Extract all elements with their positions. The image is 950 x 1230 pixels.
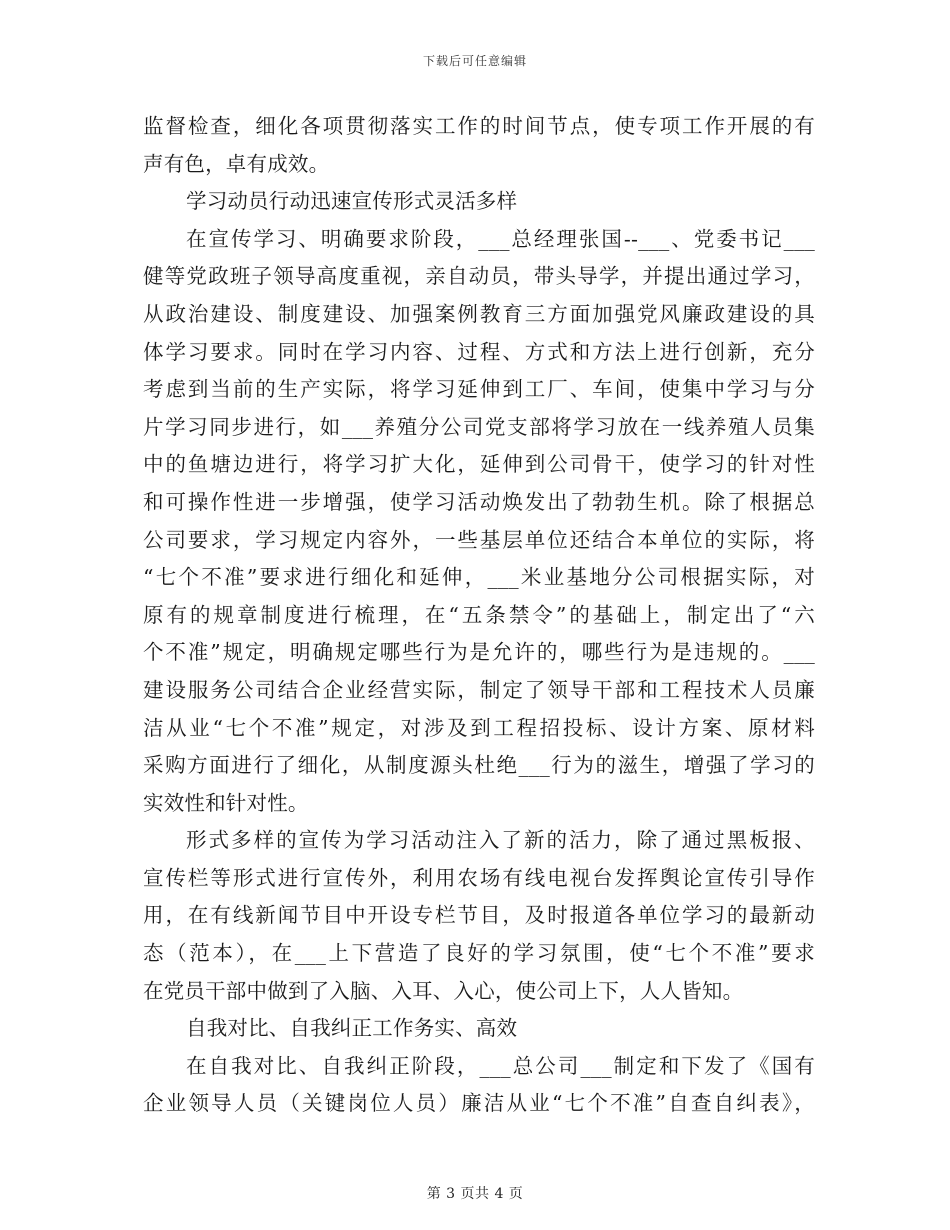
- body-line: 声有色，卓有成效。: [143, 151, 330, 176]
- body-line: 在宣传学习、明确要求阶段，___总经理张国--___、党委书记___: [186, 226, 815, 251]
- body-line: 用，在有线新闻节目中开设专栏节目，及时报道各单位学习的最新动: [143, 903, 815, 928]
- body-line: 监督检查，细化各项贯彻落实工作的时间节点，使专项工作开展的有: [143, 114, 815, 138]
- body-line: 健等党政班子领导高度重视，亲自动员，带头导学，并提出通过学习，: [143, 264, 815, 289]
- body-line: 中的鱼塘边进行，将学习扩大化，延伸到公司骨干，使学习的针对性: [143, 452, 815, 477]
- body-line: 考虑到当前的生产实际，将学习延伸到工厂、车间，使集中学习与分: [143, 377, 815, 402]
- body-line: 公司要求，学习规定内容外，一些基层单位还结合本单位的实际，将: [143, 527, 815, 552]
- body-line: “七个不准”要求进行细化和延伸，___米业基地分公司根据实际，对: [143, 565, 815, 590]
- section-heading: 自我对比、自我纠正工作务实、高效: [186, 1016, 518, 1041]
- body-line: 在党员干部中做到了入脑、入耳、入心，使公司上下，人人皆知。: [143, 978, 744, 1003]
- body-line: 建设服务公司结合企业经营实际，制定了领导干部和工程技术人员廉: [143, 677, 815, 702]
- body-line: 态（范本），在___上下营造了良好的学习氛围，使“七个不准”要求: [143, 941, 815, 966]
- body-line: 体学习要求。同时在学习内容、过程、方式和方法上进行创新，充分: [143, 339, 815, 364]
- body-line: 实效性和针对性。: [143, 790, 309, 815]
- section-heading: 学习动员行动迅速宣传形式灵活多样: [186, 189, 518, 214]
- page-header: 下载后可任意编辑: [422, 54, 527, 68]
- body-line: 宣传栏等形式进行宣传外，利用农场有线电视台发挥舆论宣传引导作: [143, 865, 815, 890]
- body-line: 和可操作性进一步增强，使学习活动焕发出了勃勃生机。除了根据总: [143, 489, 815, 514]
- body-line: 从政治建设、制度建设、加强案例教育三方面加强党风廉政建设的具: [143, 301, 815, 326]
- body-line: 采购方面进行了细化，从制度源头杜绝___行为的滋生，增强了学习的: [143, 753, 815, 778]
- body-line: 形式多样的宣传为学习活动注入了新的活力，除了通过黑板报、: [186, 828, 815, 853]
- body-line: 原有的规章制度进行梳理，在“五条禁令”的基础上，制定出了“六: [143, 602, 815, 627]
- body-line: 洁从业“七个不准”规定，对涉及到工程招投标、设计方案、原材料: [143, 715, 815, 740]
- body-line: 个不准”规定，明确规定哪些行为是允许的，哪些行为是违规的。___: [143, 640, 815, 665]
- body-line: 片学习同步进行，如___养殖分公司党支部将学习放在一线养殖人员集: [143, 414, 815, 439]
- page-footer: 第 3 页共 4 页: [426, 1186, 524, 1202]
- body-line: 企业领导人员（关键岗位人员）廉洁从业“七个不准”自查自纠表》，: [143, 1091, 815, 1116]
- body-line: 在自我对比、自我纠正阶段，___总公司___制定和下发了《国有: [186, 1053, 815, 1078]
- document-body: [143, 108, 815, 1123]
